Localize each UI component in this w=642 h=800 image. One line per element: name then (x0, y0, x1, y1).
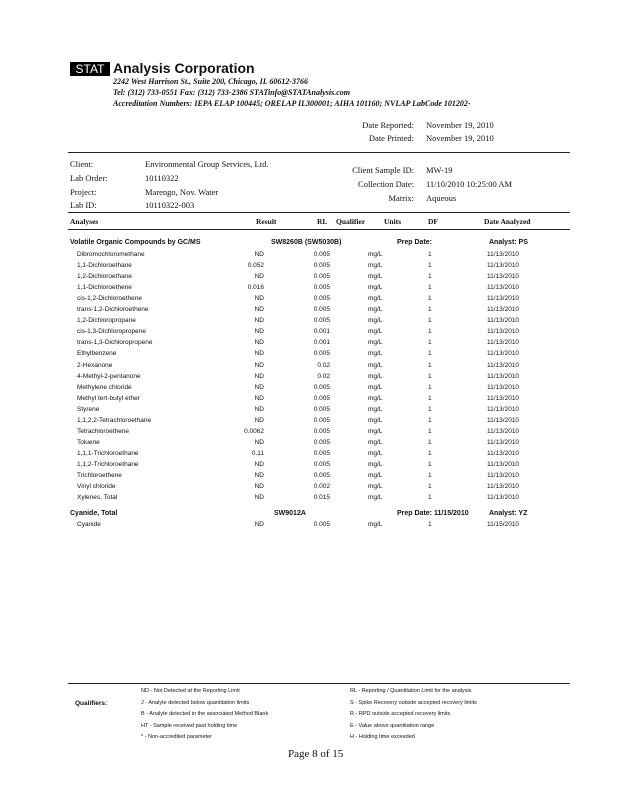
rl-value: 0.005 (313, 449, 330, 457)
table-row (0, 428, 642, 439)
rl-value: 0.005 (313, 438, 330, 446)
rl-value: 0.015 (313, 494, 330, 502)
analyte-name: 1,1-Dichloroethane (77, 262, 132, 270)
analyte-name: Dibromochloromethane (77, 251, 145, 258)
df-value: 1 (428, 472, 432, 479)
lab-id-label: Lab ID: (70, 200, 97, 210)
date-printed-value: November 19, 2010 (426, 133, 494, 143)
units-value: mg/L (368, 339, 383, 347)
date-analyzed-value: 11/13/2010 (487, 273, 520, 281)
units-value: mg/L (368, 416, 383, 424)
qualifier-entry: * - Non-accredited parameter (141, 734, 212, 740)
date-analyzed-value: 11/13/2010 (487, 350, 520, 358)
qualifier-entry: RL - Reporting / Quantitation Limit for the analysis (350, 688, 472, 694)
date-analyzed-value: 11/13/2010 (487, 262, 520, 270)
result-value: ND (254, 460, 264, 468)
units-value: mg/L (368, 383, 383, 391)
voc-group-method: SW8260B (SW5030B) (271, 239, 342, 246)
rl-value: 0.001 (313, 328, 330, 336)
date-analyzed-value: 11/13/2010 (487, 317, 520, 325)
analyte-name: 2-Hexanone (77, 361, 113, 369)
rl-value: 0.005 (313, 317, 330, 325)
result-value: 0.016 (247, 284, 264, 292)
result-value: ND (254, 251, 264, 258)
units-value: mg/L (368, 427, 383, 435)
qualifier-entry: HT - Sample received past holding time (141, 722, 238, 729)
df-value: 1 (428, 405, 432, 413)
df-value: 1 (428, 521, 432, 528)
col-df: DF (428, 217, 438, 226)
cyanide-group-analyst: Analyst: YZ (489, 510, 528, 517)
df-value: 1 (428, 350, 432, 358)
col-units: Units (384, 217, 402, 226)
table-row (0, 461, 642, 472)
units-value: mg/L (368, 306, 383, 314)
date-analyzed-value: 11/13/2010 (487, 472, 520, 479)
date-analyzed-value: 11/13/2010 (487, 438, 520, 446)
analyte-name: 4-Methyl-2-pentanone (77, 372, 141, 380)
units-value: mg/L (368, 361, 383, 369)
date-analyzed-value: 11/13/2010 (487, 460, 520, 468)
collection-date-value: 11/10/2010 10:25:00 AM (426, 179, 513, 189)
df-value: 1 (428, 251, 432, 258)
col-result: Result (256, 217, 277, 226)
rl-value: 0.005 (313, 350, 330, 358)
units-value: mg/L (368, 472, 383, 479)
table-row (0, 306, 642, 317)
units-value: mg/L (368, 251, 383, 258)
rl-value: 0.005 (313, 405, 330, 413)
result-value: ND (254, 339, 264, 347)
df-value: 1 (428, 483, 432, 491)
accreditation-numbers: Accreditation Numbers: IEPA ELAP 100445; ORELAP IL300001; AIHA 101160; NVLAP LabCode 101202- (113, 99, 471, 108)
analyte-name: cis-1,2-Dichloroethene (77, 295, 143, 303)
voc-group-title: Volatile Organic Compounds by GC/MS (70, 239, 201, 246)
analyte-name: 1,1,2,2-Tetrachloroethane (77, 416, 152, 424)
rl-value: 0.005 (313, 472, 330, 479)
client-sample-id-value: MW-19 (426, 165, 453, 175)
rl-value: 0.005 (313, 427, 330, 435)
rl-value: 0.005 (313, 460, 330, 468)
page-number: Page 8 of 15 (288, 748, 344, 760)
date-reported-value: November 19, 2010 (426, 120, 494, 130)
date-analyzed-value: 11/13/2010 (487, 251, 520, 258)
table-row (0, 450, 642, 461)
analyte-name: Trichloroethene (77, 472, 122, 479)
analyte-name: 1,1,1-Trichloroethane (77, 449, 139, 457)
table-row (0, 273, 642, 284)
table-header-divider (68, 229, 570, 230)
analyte-name: Ethylbenzene (77, 350, 117, 358)
date-analyzed-value: 11/13/2010 (487, 405, 520, 413)
cyanide-group-prep: Prep Date: 11/15/2010 (397, 510, 469, 517)
df-value: 1 (428, 284, 432, 292)
table-row (0, 262, 642, 273)
voc-group-prep: Prep Date: (397, 239, 433, 246)
lab-order-value: 10110322 (145, 173, 179, 183)
df-value: 1 (428, 460, 432, 468)
units-value: mg/L (368, 317, 383, 325)
analyte-name: Tetrachloroethene (77, 427, 130, 435)
table-row (0, 521, 642, 532)
date-analyzed-value: 11/13/2010 (487, 328, 520, 336)
analyte-name: Styrene (77, 405, 100, 413)
df-value: 1 (428, 295, 432, 303)
analyte-name: trans-1,3-Dichloropropene (77, 339, 153, 347)
rl-value: 0.001 (313, 339, 330, 347)
result-value: ND (254, 521, 264, 528)
rl-value: 0.005 (313, 251, 330, 258)
voc-group-header (0, 239, 642, 250)
client-value: Environmental Group Services, Ltd. (145, 159, 269, 169)
table-row (0, 395, 642, 406)
project-value: Marengo, Nov. Water (145, 187, 219, 197)
rl-value: 0.005 (313, 284, 330, 292)
table-row (0, 472, 642, 483)
result-value: ND (254, 416, 264, 424)
df-value: 1 (428, 438, 432, 446)
analyte-name: Methylene chloride (77, 383, 132, 391)
qualifier-entry: R - RPD outside accepted recovery limits (350, 711, 451, 717)
qualifier-entry: S - Spike Recovery outside accepted recovery limits (350, 699, 477, 706)
analyte-name: 1,2-Dichloropropane (77, 317, 136, 325)
analyte-name: Toluene (77, 438, 100, 446)
cyanide-group-title: Cyanide, Total (70, 510, 118, 517)
df-value: 1 (428, 317, 432, 325)
df-value: 1 (428, 339, 432, 347)
units-value: mg/L (368, 449, 383, 457)
result-value: ND (254, 405, 264, 413)
analyte-name: cis-1,3-Dichloropropene (77, 328, 147, 336)
company-name: Analysis Corporation (113, 60, 255, 76)
rl-value: 0.005 (313, 416, 330, 424)
date-analyzed-value: 11/13/2010 (487, 383, 520, 391)
result-value: ND (254, 472, 264, 479)
result-value: ND (254, 350, 264, 358)
df-value: 1 (428, 427, 432, 435)
project-label: Project: (70, 187, 97, 197)
result-value: ND (254, 295, 264, 303)
analyte-name: 1,2-Dichloroethane (77, 273, 132, 281)
rl-value: 0.005 (313, 394, 330, 402)
table-row (0, 373, 642, 384)
table-row (0, 339, 642, 350)
lab-id-value: 10110322-003 (145, 200, 195, 210)
qualifiers-divider (68, 683, 570, 684)
date-analyzed-value: 11/13/2010 (487, 306, 520, 314)
qualifiers-label: Qualifiers: (75, 700, 108, 707)
rl-value: 0.02 (317, 372, 330, 380)
date-analyzed-value: 11/13/2010 (487, 284, 520, 292)
units-value: mg/L (368, 350, 383, 358)
date-analyzed-value: 11/13/2010 (487, 416, 520, 424)
table-row (0, 494, 642, 505)
units-value: mg/L (368, 372, 383, 380)
lab-order-label: Lab Order: (70, 173, 108, 183)
rl-value: 0.002 (313, 483, 330, 491)
df-value: 1 (428, 328, 432, 336)
analyte-name: trans-1,2-Dichloroethene (77, 306, 149, 314)
units-value: mg/L (368, 284, 383, 292)
analyte-name: Xylenes, Total (77, 494, 118, 502)
date-analyzed-value: 11/15/2010 (487, 521, 520, 528)
date-analyzed-value: 11/13/2010 (487, 494, 520, 502)
col-analyses: Analyses (70, 217, 99, 226)
table-row (0, 439, 642, 450)
table-row (0, 406, 642, 417)
table-row (0, 350, 642, 361)
units-value: mg/L (368, 328, 383, 336)
date-printed-label: Date Printed: (368, 133, 414, 143)
units-value: mg/L (368, 295, 383, 303)
info-divider (68, 212, 570, 213)
matrix-value: Aqueous (426, 193, 457, 203)
rl-value: 0.005 (313, 273, 330, 281)
units-value: mg/L (368, 262, 383, 270)
client-label: Client: (70, 159, 94, 169)
result-value: ND (254, 317, 264, 325)
date-analyzed-value: 11/13/2010 (487, 339, 520, 347)
stat-logo: STAT (70, 62, 110, 76)
date-analyzed-value: 11/13/2010 (487, 361, 520, 369)
table-row (0, 317, 642, 328)
analyte-name: Methyl tert-butyl ether (77, 394, 140, 402)
qualifier-entry: B - Analyte detected in the associated Method Blank (141, 711, 269, 717)
rl-value: 0.005 (313, 306, 330, 314)
result-value: ND (254, 306, 264, 314)
result-value: ND (254, 438, 264, 446)
rl-value: 0.005 (313, 521, 330, 528)
client-sample-id-label: Client Sample ID: (352, 165, 414, 175)
col-rl: RL (317, 217, 328, 226)
table-row (0, 328, 642, 339)
qualifier-entry: H - Holding time exceeded (350, 734, 415, 740)
date-analyzed-value: 11/13/2010 (487, 483, 520, 491)
result-value: ND (254, 383, 264, 391)
result-value: ND (254, 328, 264, 336)
result-value: 0.11 (251, 449, 264, 457)
result-value: 0.0062 (244, 427, 264, 435)
df-value: 1 (428, 361, 432, 369)
cyanide-group-method: SW9012A (274, 510, 306, 517)
cyanide-group-header (0, 510, 642, 521)
company-address: 2242 West Harrison St., Suite 200, Chicago, IL 60612-3766 (113, 77, 308, 86)
result-value: ND (254, 394, 264, 402)
qualifier-entry: E - Value above quantitation range (350, 722, 435, 729)
df-value: 1 (428, 372, 432, 380)
units-value: mg/L (368, 460, 383, 468)
table-row (0, 362, 642, 373)
date-analyzed-value: 11/13/2010 (487, 427, 520, 435)
date-analyzed-value: 11/13/2010 (487, 449, 520, 457)
units-value: mg/L (368, 438, 383, 446)
rl-value: 0.005 (313, 295, 330, 303)
units-value: mg/L (368, 405, 383, 413)
date-analyzed-value: 11/13/2010 (487, 295, 520, 303)
df-value: 1 (428, 383, 432, 391)
df-value: 1 (428, 416, 432, 424)
qualifier-entry: ND - Not Detected at the Reporting Limit (141, 688, 240, 694)
col-date-analyzed: Date Analyzed (484, 217, 531, 226)
header-divider (68, 152, 570, 153)
df-value: 1 (428, 494, 432, 502)
table-row (0, 251, 642, 262)
units-value: mg/L (368, 273, 383, 281)
col-qualifier: Qualifier (336, 217, 366, 226)
result-value: ND (254, 273, 264, 281)
df-value: 1 (428, 449, 432, 457)
analyte-name: Cyanide (77, 521, 101, 528)
rl-value: 0.005 (313, 262, 330, 270)
analyte-name: 1,1,2-Trichloroethane (77, 460, 139, 468)
company-contact: Tel: (312) 733-0551 Fax: (312) 733-2386 STATinfo@STATAnalysis.com (113, 88, 350, 97)
table-row (0, 284, 642, 295)
units-value: mg/L (368, 521, 383, 528)
voc-group-analyst: Analyst: PS (489, 239, 528, 246)
units-value: mg/L (368, 483, 383, 491)
table-row (0, 384, 642, 395)
analyte-name: Vinyl chloride (77, 483, 116, 491)
table-row (0, 417, 642, 428)
units-value: mg/L (368, 394, 383, 402)
result-value: ND (254, 494, 264, 502)
rl-value: 0.005 (313, 383, 330, 391)
analyte-name: 1,1-Dichloroethene (77, 284, 132, 292)
df-value: 1 (428, 394, 432, 402)
result-value: ND (254, 483, 264, 491)
date-analyzed-value: 11/13/2010 (487, 394, 520, 402)
collection-date-label: Collection Date: (358, 179, 414, 189)
date-analyzed-value: 11/13/2010 (487, 372, 520, 380)
result-value: ND (254, 372, 264, 380)
units-value: mg/L (368, 494, 383, 502)
df-value: 1 (428, 262, 432, 270)
date-reported-label: Date Reported: (362, 120, 414, 130)
rl-value: 0.02 (317, 361, 330, 369)
df-value: 1 (428, 273, 432, 281)
df-value: 1 (428, 306, 432, 314)
table-row (0, 295, 642, 306)
qualifier-entry: J - Analyte detected below quantitation limits (141, 699, 250, 706)
table-row (0, 483, 642, 494)
matrix-label: Matrix: (388, 193, 414, 203)
result-value: 0.052 (247, 262, 264, 270)
result-value: ND (254, 361, 264, 369)
